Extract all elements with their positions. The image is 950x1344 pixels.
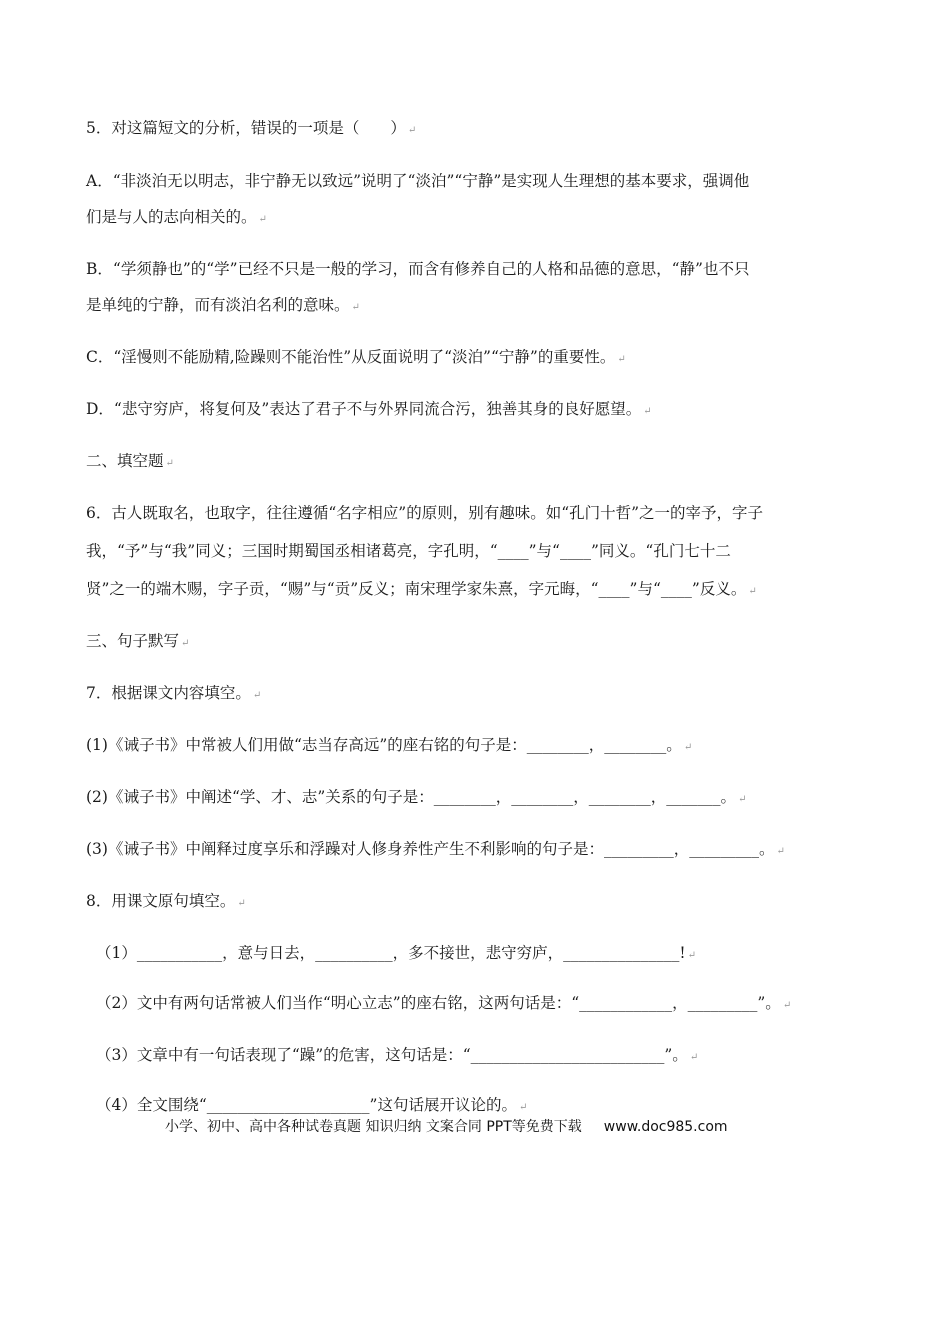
question-8: 8．用课文原句填空。 ↵ (86, 892, 246, 910)
question-8-item-2: （2）文中有两句话常被人们当作“明心立志”的座右铭，这两句话是：“____________，_________”。 ↵ (96, 994, 792, 1012)
section-heading-dictation: 三、句子默写 ↵ (86, 632, 190, 650)
question-7-item-1: (1)《诫子书》中常被人们用做“志当存高远”的座右铭的句子是：________，________。 ↵ (86, 736, 693, 754)
question-7-item-3: (3)《诫子书》中阐释过度享乐和浮躁对人修身养性产生不利影响的句子是：_________，_________。 ↵ (86, 840, 785, 858)
section-heading-fill-in: 二、填空题 ↵ (86, 452, 174, 470)
question-8-item-4: （4）全文围绕“_____________________”这句话展开议论的。 ↵ (96, 1096, 528, 1114)
question-6-line-1: 6．古人既取名，也取字，往往遵循“名字相应”的原则，别有趣味。如“孔门十哲”之一的宰予，字子 (86, 504, 764, 522)
footer-url[interactable]: www.doc985.com (603, 1119, 728, 1135)
option-c: C．“淫慢则不能励精,险躁则不能治性”从反面说明了“淡泊”“宁静”的重要性。 ↵ (86, 348, 626, 366)
question-7: 7．根据课文内容填空。 ↵ (86, 684, 262, 702)
page-footer (165, 1116, 728, 1136)
option-d: D．“悲守穷庐，将复何及”表达了君子不与外界同流合污，独善其身的良好愿望。 ↵ (86, 400, 652, 418)
option-b-line-1: B．“学须静也”的“学”已经不只是一般的学习，而含有修养自己的人格和品德的意思，“静”也不只 (86, 260, 750, 278)
question-6-line-3: 贤”之一的端木赐，字子贡，“赐”与“贡”反义；南宋理学家朱熹，字元晦，“____”与“____”反义。 ↵ (86, 580, 757, 598)
question-5: 5．对这篇短文的分析，错误的一项是（ ） ↵ (86, 119, 417, 137)
option-a-line-1: A．“非淡泊无以明志，非宁静无以致远”说明了“淡泊”“宁静”是实现人生理想的基本要求，强调他 (86, 172, 750, 190)
question-7-item-2: (2)《诫子书》中阐述“学、才、志”关系的句子是：________，________，________，_______。 ↵ (86, 788, 747, 806)
question-8-item-3: （3）文章中有一句话表现了“躁”的危害，这句话是：“_________________________”。 ↵ (96, 1046, 699, 1064)
footer-text: 小学、初中、高中各种试卷真题 知识归纳 文案合同 PPT等免费下载 (165, 1119, 582, 1135)
question-6-line-2: 我，“予”与“我”同义；三国时期蜀国丞相诸葛亮，字孔明，“____”与“____”同义。“孔门七十二 (86, 542, 731, 560)
option-a-line-2: 们是与人的志向相关的。 ↵ (86, 208, 267, 226)
option-b-line-2: 是单纯的宁静，而有淡泊名利的意味。 ↵ (86, 296, 360, 314)
question-8-item-1: （1）___________，意与日去，__________，多不接世，悲守穷庐，_______________! ↵ (96, 944, 696, 962)
